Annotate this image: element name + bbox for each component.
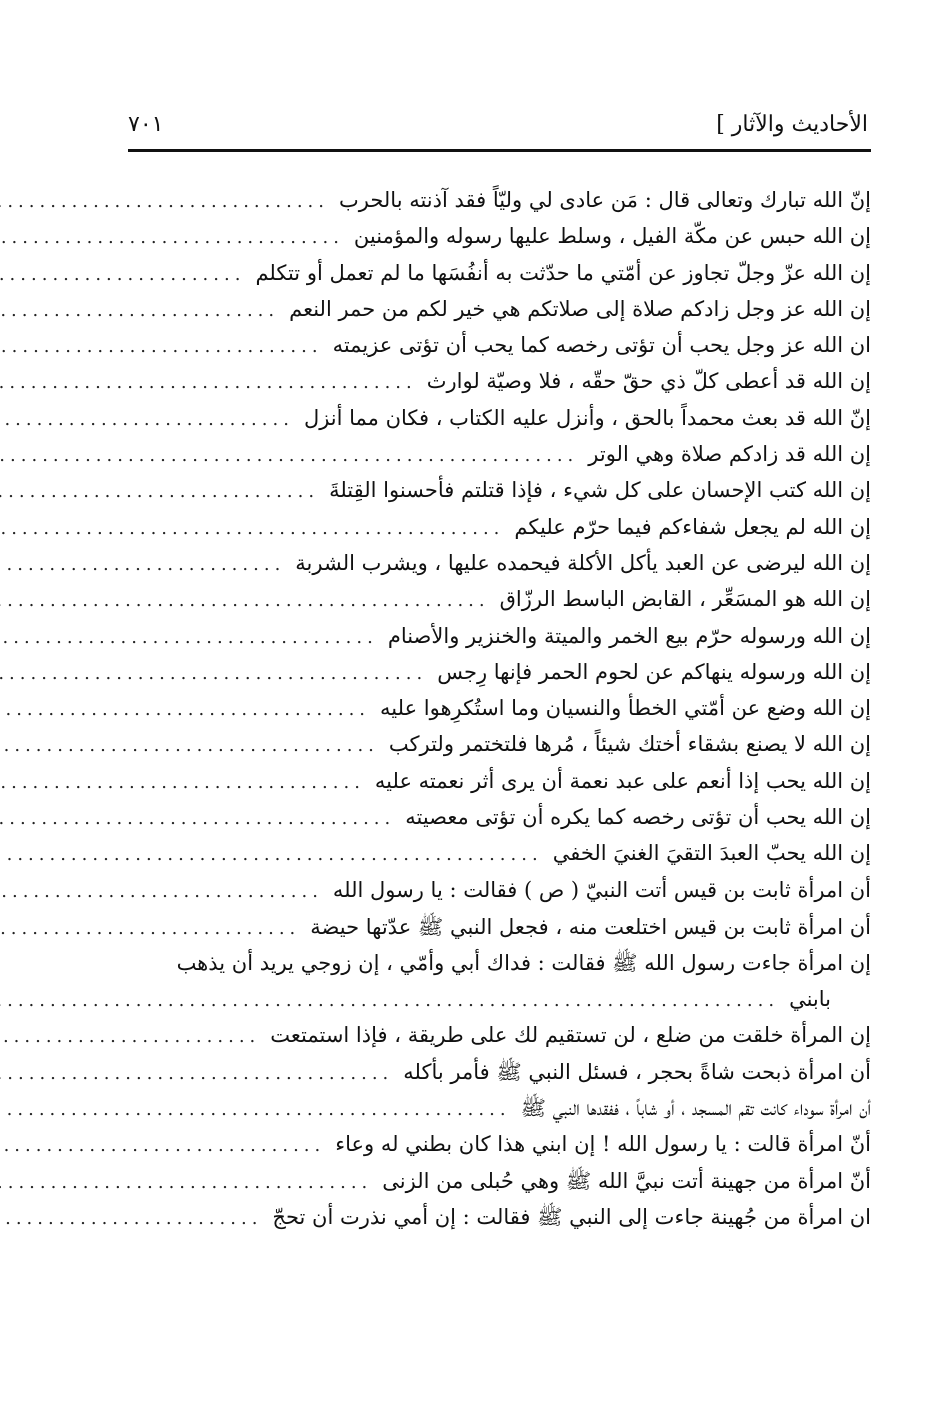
entry-text: إن الله لا يصنع بشقاء أختك شيئاً ، مُرها فلتختمر ولتركب [388, 732, 871, 757]
dot-leader [0, 409, 294, 430]
entry-text: إنّ الله تبارك وتعالى قال : مَن عادى لي وليّاً فقد آذنته بالحرب [338, 188, 871, 212]
dot-leader [0, 445, 578, 466]
index-entry [128, 369, 871, 405]
dot-leader [0, 191, 329, 212]
dot-leader [0, 844, 543, 865]
dot-leader [0, 590, 490, 611]
dot-leader [0, 518, 504, 539]
dot-leader [0, 990, 779, 1011]
entry-text: إن الله عز وجل زادكم صلاة إلى صلاتكم هي خير لكم من حمر النعم [289, 296, 871, 321]
entry-text: إن الله قد أعطى كلّ ذي حقّ حقّه ، فلا وصيّة لوارث [426, 369, 871, 394]
dot-leader [0, 227, 344, 248]
page-number: ٧٠١ [128, 111, 164, 137]
entry-text: إن الله لم يجعل شفاءكم فيما حرّم عليكم [514, 514, 871, 539]
index-entry [128, 878, 871, 914]
dot-leader [0, 264, 245, 285]
entry-text: إن الله يحب أن تؤتى رخصه كما يكره أن تؤتى معصيته [405, 805, 871, 830]
entry-text: إن الله هو المسَعِّر ، القابض الباسط الرزّاق [499, 587, 871, 612]
dot-leader [0, 336, 323, 357]
index-entry [128, 515, 871, 551]
dot-leader [0, 1135, 325, 1156]
dot-leader [0, 1208, 262, 1229]
dot-leader [0, 1063, 393, 1084]
entry-text: أن امرأة سوداء كانت تقم المسجد ، أو شاباً ، ففقدها النبي ﷺ [520, 1096, 871, 1121]
entry-text: إن امرأة جاءت رسول الله ﷺ فقالت : فداك أبي وأمّي ، إن زوجي يريد أن يذهب [176, 951, 871, 976]
dot-leader [0, 808, 395, 829]
index-entry [128, 188, 871, 224]
entry-text: بابني [789, 986, 831, 1011]
entry-text: إن الله ليرضى عن العبد يأكل الأكلة فيحمده عليها ، ويشرب الشربة [295, 550, 871, 575]
index-entry [128, 624, 871, 660]
entry-text: إن الله ورسوله حرّم بيع الخمر والميتة والخنزير والأصنام [387, 623, 871, 648]
header-rule [128, 149, 871, 152]
index-entry [128, 1204, 871, 1240]
index-entry [128, 950, 871, 986]
hadith-index-list [128, 188, 871, 1241]
entry-text: إن الله كتب الإحسان على كل شيء ، فإذا قتلتم فأحسنوا القِتلةَ [329, 478, 871, 503]
index-entry [128, 587, 871, 623]
index-entry [128, 297, 871, 333]
dot-leader [0, 735, 379, 756]
dot-leader [0, 918, 300, 939]
index-entry [128, 1168, 871, 1204]
dot-leader [0, 372, 417, 393]
index-entry [128, 660, 871, 696]
running-title: الأحاديث والآثار ] [716, 111, 868, 137]
index-entry [128, 732, 871, 768]
dot-leader [0, 1099, 511, 1120]
entry-text: إن المرأة خلقت من ضلع ، لن تستقيم لك على طريقة ، فإذا استمتعت [270, 1022, 871, 1047]
index-entry [128, 551, 871, 587]
entry-text: إن الله حبس عن مكّة الفيل ، وسلط عليها رسوله والمؤمنين [353, 224, 871, 249]
entry-text: ان امرأة من جُهينة جاءت إلى النبي ﷺ فقالت : إن أمي نذرت أن تحجّ [272, 1205, 871, 1230]
entry-text: إن الله وضع عن أمّتي الخطأ والنسيان وما استُكرِهوا عليه [380, 696, 871, 721]
dot-leader [0, 881, 323, 902]
index-entry [128, 1095, 871, 1131]
dot-leader [0, 699, 370, 720]
dot-leader [0, 1026, 260, 1047]
index-entry [128, 442, 871, 478]
index-entry [128, 1023, 871, 1059]
index-entry [128, 478, 871, 514]
dot-leader [0, 300, 279, 321]
entry-text: أن امرأة ثابت بن قيس اختلعت منه ، فجعل النبي ﷺ عدّتها حيضة [310, 914, 871, 939]
dot-leader [0, 481, 319, 502]
index-entry [128, 696, 871, 732]
entry-text: إن الله قد زادكم صلاة وهي الوتر [588, 442, 871, 467]
entry-text: أنّ امرأة قالت : يا رسول الله ! إن ابني هذا كان بطني له وعاء [335, 1131, 871, 1156]
entry-text: أن امرأة ثابت بن قيس أتت النبيّ ( ص ) فقالت : يا رسول الله [332, 877, 871, 902]
dot-leader [0, 627, 378, 648]
index-entry [128, 987, 871, 1023]
index-entry [128, 1059, 871, 1095]
index-entry [128, 1132, 871, 1168]
index-entry [128, 769, 871, 805]
entry-text: ان الله عز وجل يحب أن تؤتى رخصه كما يحب أن تؤتى عزيمته [332, 333, 871, 358]
entry-text: أن امرأة ذبحت شاةً بحجر ، فسئل النبي ﷺ فأمر بأكله [403, 1060, 871, 1085]
dot-leader [0, 1172, 372, 1193]
index-entry [128, 333, 871, 369]
page-header [128, 104, 868, 144]
dot-leader [0, 772, 365, 793]
index-entry [128, 841, 871, 877]
entry-text: إنّ الله قد بعث محمداً بالحق ، وأنزل عليه الكتاب ، فكان مما أنزل [303, 405, 871, 430]
index-entry [128, 261, 871, 297]
index-entry [128, 406, 871, 442]
index-entry [128, 914, 871, 950]
entry-text: أنّ امرأة من جهينة أتت نبيَّ الله ﷺ وهي حُبلى من الزنى [382, 1169, 871, 1194]
index-entry [128, 805, 871, 841]
index-entry [128, 224, 871, 260]
entry-text: إن الله يحب إذا أنعم على عبد نعمة أن يرى أثر نعمته عليه [374, 768, 871, 793]
dot-leader [0, 554, 285, 575]
entry-text: إن الله عزّ وجلّ تجاوز عن أمّتي ما حدّثت به أنفُسَها ما لم تعمل أو تتكلم [255, 260, 871, 285]
entry-text: إن الله ورسوله ينهاكم عن لحوم الحمر فإنها رِجس [437, 659, 871, 684]
entry-text: إن الله يحبّ العبدَ التقيَ الغنيَ الخفي [552, 841, 871, 866]
dot-leader [0, 663, 427, 684]
